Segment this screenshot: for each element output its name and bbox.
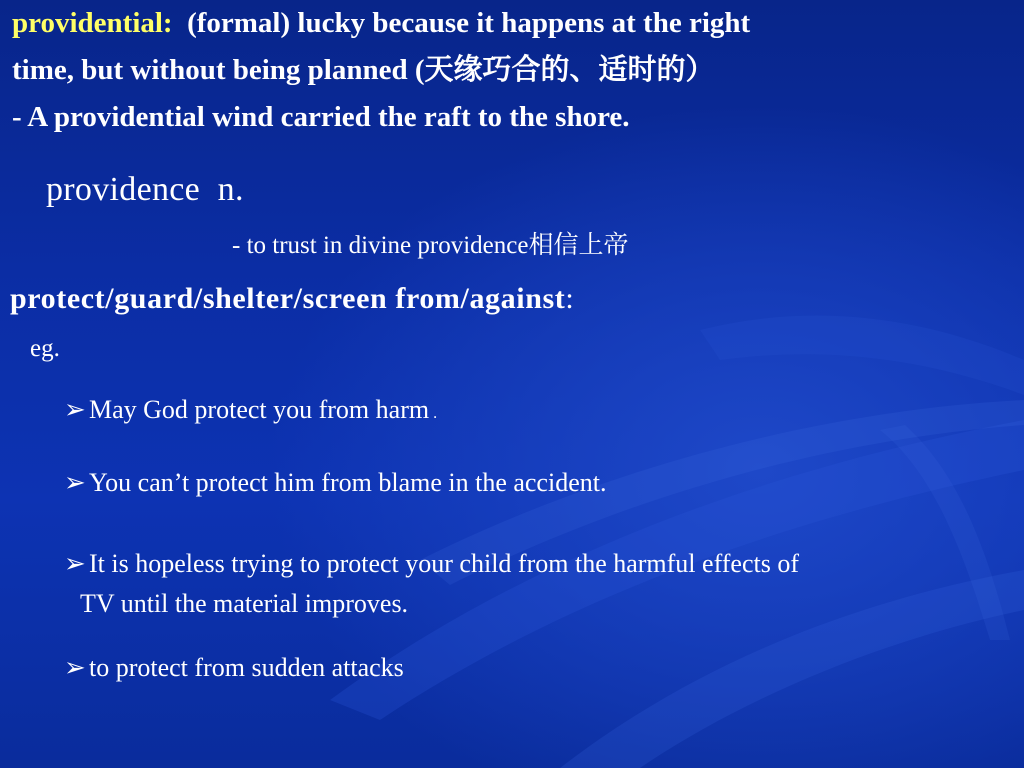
example-item — [64, 648, 1009, 688]
headword-providential: providential: — [12, 7, 173, 39]
example-tail: . — [429, 405, 438, 422]
noun-entry: providence n. — [46, 171, 244, 208]
arrow-bullet-icon: ➢ — [64, 549, 86, 578]
phrase-colon: : — [565, 282, 575, 315]
definition-line-2: time, but without being planned (天缘巧合的、适时的） — [12, 54, 715, 86]
eg-label: eg. — [30, 335, 60, 362]
example-line-continued: TV until the material improves. — [80, 589, 409, 618]
definition-text: (formal) lucky because it happens at the right — [172, 7, 751, 39]
phrase-text: protect/guard/shelter/screen from/against — [10, 282, 566, 315]
arrow-bullet-icon: ➢ — [64, 468, 86, 497]
example-text: May God protect you from harm — [89, 395, 430, 424]
example-text: to protect from sudden attacks — [89, 653, 404, 682]
example-item — [64, 463, 1009, 503]
example-text: It is hopeless trying to protect your child from the harmful effects of — [89, 549, 799, 578]
example-item — [64, 544, 1009, 624]
example-item — [64, 390, 1009, 434]
arrow-bullet-icon: ➢ — [64, 653, 86, 682]
arrow-bullet-icon: ➢ — [64, 395, 86, 424]
phrase-heading — [10, 282, 574, 316]
definition-line-1 — [12, 0, 1020, 47]
example-text: You can’t protect him from blame in the accident. — [89, 468, 607, 497]
definition-example: - A providential wind carried the raft to the shore. — [12, 101, 630, 133]
example-line — [64, 544, 1009, 584]
noun-example: - to trust in divine providence相信上帝 — [232, 232, 629, 259]
definition-block — [12, 0, 1020, 141]
